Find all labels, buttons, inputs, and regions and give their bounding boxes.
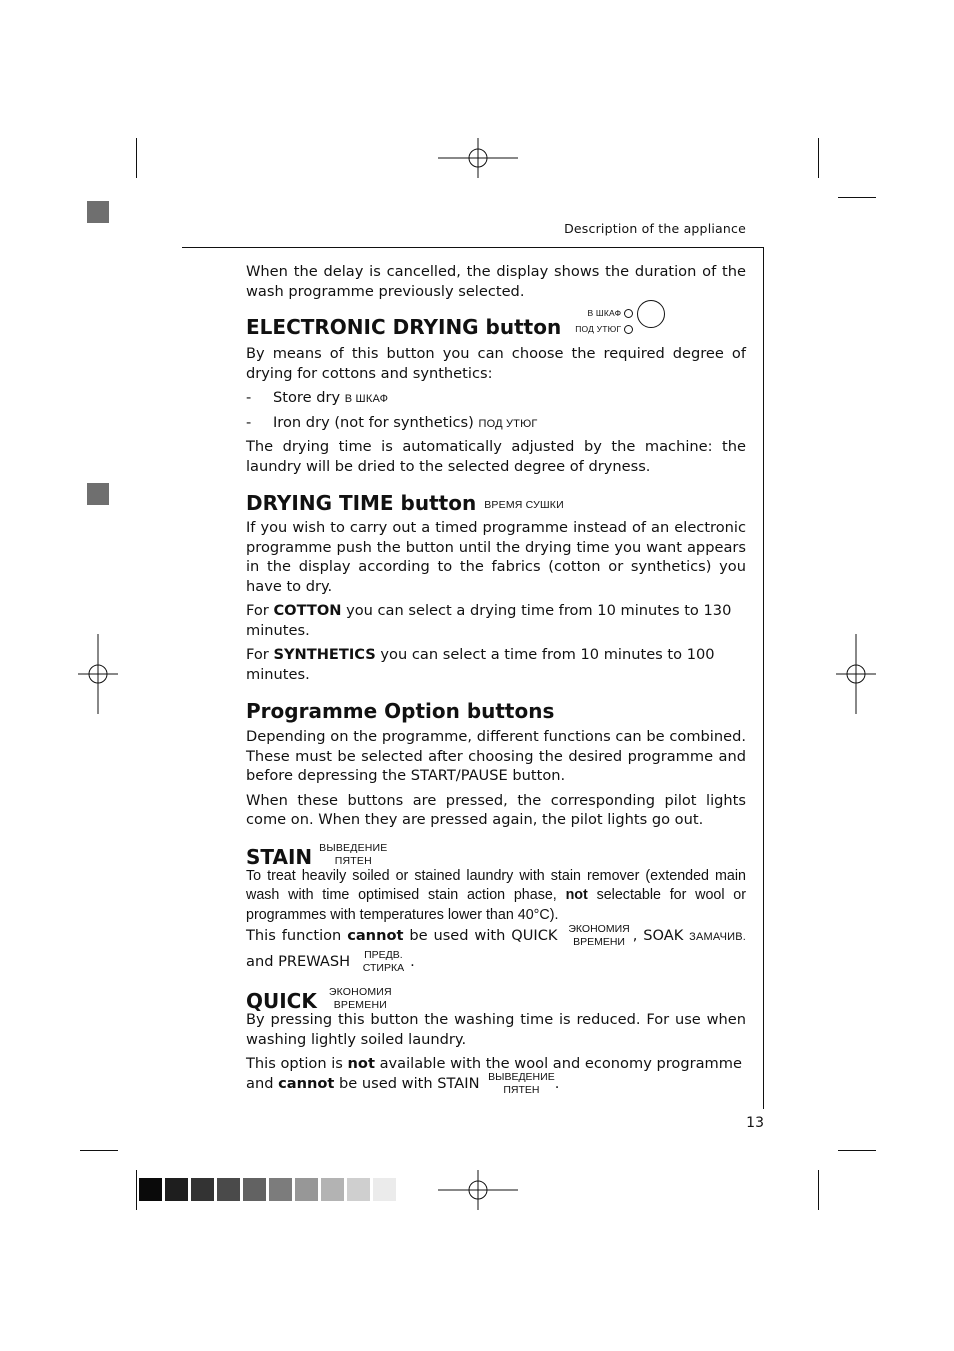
pilot-light-icon <box>624 325 633 334</box>
button-circle-icon <box>637 300 665 328</box>
color-swatch <box>269 1178 292 1201</box>
color-swatch <box>139 1178 162 1201</box>
drying-time-heading <box>246 490 746 516</box>
color-swatch <box>373 1178 396 1201</box>
registration-target-icon <box>438 138 518 178</box>
intro-paragraph: When the delay is cancelled, the display shows the duration of the wash programme previously selected. <box>246 263 746 300</box>
electronic-drying-note: The drying time is automatically adjusted by the machine: the laundry will be dried to the selected degree of dryness. <box>246 438 746 475</box>
prewash-ru-label: ПРЕДВ. СТИРКА <box>362 949 405 974</box>
iron-dry-label: ПОД УТЮГ <box>575 324 622 334</box>
running-header: Description of the appliance <box>564 221 746 236</box>
stain-p1: To treat heavily soiled or stained laundry with stain remover (extended main wash with time optimised stain action phase, not selectable for wool or programmes with temperatures lower than 40°C). <box>246 867 746 923</box>
electronic-drying-title: ELECTRONIC DRYING button <box>246 315 562 339</box>
crop-mark <box>838 197 876 198</box>
drying-time-ru-label: ВРЕМЯ СУШКИ <box>484 499 564 511</box>
programme-options-title: Programme Option buttons <box>246 699 555 723</box>
drying-time-title: DRYING TIME button <box>246 491 477 515</box>
color-swatch <box>165 1178 188 1201</box>
color-calibration-strip <box>139 1178 396 1201</box>
cotton-line: For COTTON you can select a drying time from 10 minutes to 130 minutes. <box>246 602 732 639</box>
right-margin-rule <box>763 247 764 1109</box>
page-content <box>246 262 746 1105</box>
crop-mark <box>80 1150 118 1151</box>
crop-mark <box>838 1150 876 1151</box>
quick-ru-label: ЭКОНОМИЯ ВРЕМЕНИ <box>568 923 630 948</box>
registration-target-icon <box>836 634 876 714</box>
synthetics-line: For SYNTHETICS you can select a time from 10 minutes to 100 minutes. <box>246 646 715 683</box>
color-swatch <box>295 1178 318 1201</box>
page-number: 13 <box>746 1115 764 1131</box>
registration-target-icon <box>78 634 118 714</box>
color-swatch <box>347 1178 370 1201</box>
quick-title: QUICK <box>246 989 317 1013</box>
crop-mark <box>136 1170 137 1210</box>
pilot-light-icon <box>624 309 633 318</box>
electronic-drying-description: By means of this button you can choose the required degree of drying for cottons and synthetics: <box>246 345 746 382</box>
color-swatch <box>243 1178 266 1201</box>
quick-p1: By pressing this button the washing time is reduced. For use when washing lightly soiled laundry. <box>246 1011 746 1048</box>
registration-target-icon <box>438 1170 518 1210</box>
crop-mark <box>818 1170 819 1210</box>
stain-ru-label: ВЫВЕДЕНИЕ ПЯТЕН <box>488 1070 555 1096</box>
stain-ru-label: ВЫВЕДЕНИЕ ПЯТЕН <box>319 841 388 867</box>
quick-ru-label: ЭКОНОМИЯ ВРЕМЕНИ <box>328 986 392 1011</box>
section-marker <box>87 201 109 223</box>
header-rule <box>182 247 764 248</box>
crop-mark <box>136 138 137 178</box>
list-item: - Store dry В ШКАФ <box>246 389 389 406</box>
crop-mark <box>818 138 819 178</box>
color-swatch <box>321 1178 344 1201</box>
drying-selector-icon <box>575 307 665 336</box>
color-swatch <box>217 1178 240 1201</box>
programme-options-p2: When these buttons are pressed, the corresponding pilot lights come on. When they are pressed again, the pilot lights go out. <box>246 791 746 828</box>
quick-p2: This option is not available with the wool and economy programme and cannot be used with STAIN ВЫВЕДЕНИЕ ПЯТЕН . <box>246 1055 742 1096</box>
section-marker <box>87 483 109 505</box>
store-dry-label: В ШКАФ <box>587 308 622 318</box>
stain-title: STAIN <box>246 844 313 869</box>
color-swatch <box>191 1178 214 1201</box>
stain-p2: This function cannot be used with QUICK ЭКОНОМИЯ ВРЕМЕНИ , SOAK ЗАМАЧИВ. and PREWASH ПРЕДВ. СТИРКА . <box>246 923 747 974</box>
drying-time-description: If you wish to carry out a timed programme instead of an electronic programme push the button until the drying time you want appears in the display according to the fabrics (cotton or synthetics) you have to dry. <box>246 519 746 595</box>
electronic-drying-heading <box>246 309 746 340</box>
list-item: - Iron dry (not for synthetics) ПОД УТЮГ <box>246 413 538 431</box>
programme-options-p1: Depending on the programme, different functions can be combined. These must be selected after choosing the desired programme and before depressing the START/PAUSE button. <box>246 728 746 784</box>
